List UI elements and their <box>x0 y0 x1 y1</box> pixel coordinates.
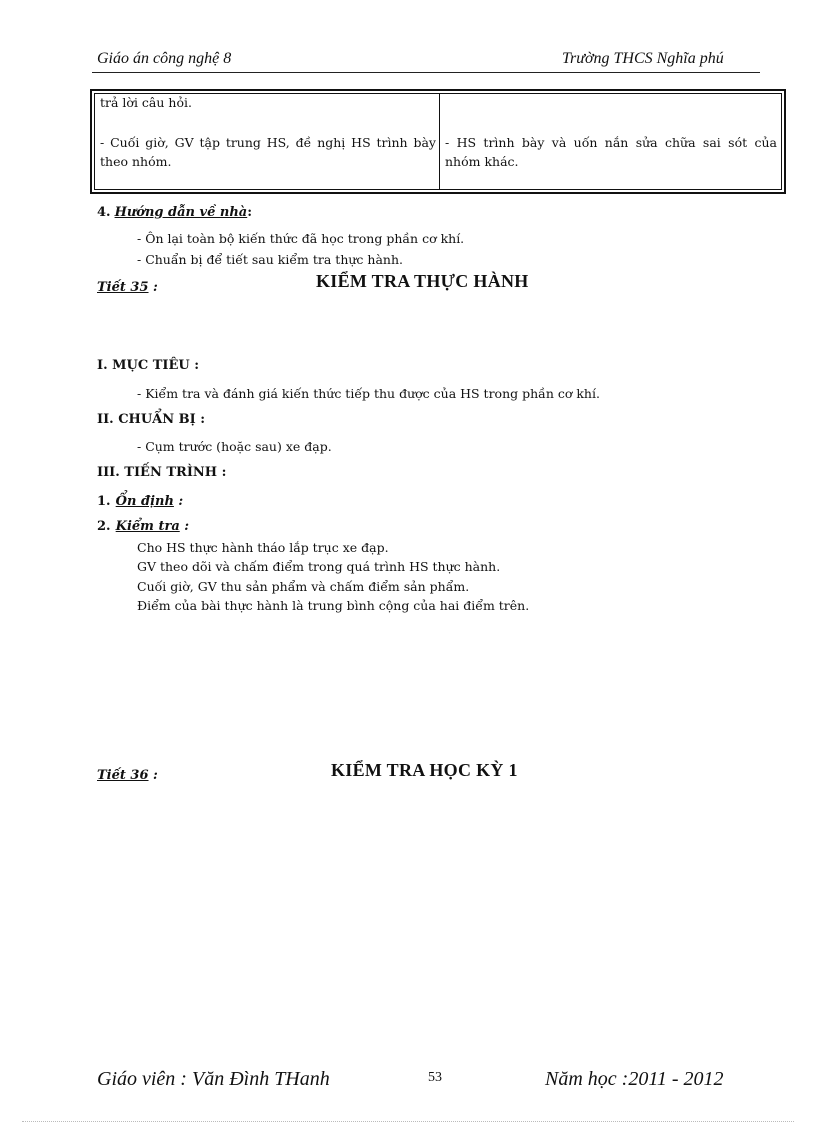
table-cell-left-bottom: - Cuối giờ, GV tập trung HS, đề nghị HS trình bày theo nhóm. <box>100 135 436 169</box>
objectives-item: - Kiểm tra và đánh giá kiến thức tiếp thu được của HS trong phần cơ khí. <box>137 386 600 401</box>
lesson-35-colon: : <box>148 280 158 295</box>
lesson-36-number: Tiết 36 <box>97 768 149 783</box>
header-divider <box>92 72 760 73</box>
procedure-heading: III. TIẾN TRÌNH : <box>97 465 227 480</box>
preparation-item: - Cụm trước (hoặc sau) xe đạp. <box>137 439 332 454</box>
lesson-36-label <box>97 764 158 783</box>
procedure-line: Điểm của bài thực hành là trung bình cộng của hai điểm trên. <box>137 598 530 613</box>
table-column-divider <box>439 94 440 189</box>
footer-school-year: Năm học :2011 - 2012 <box>545 1068 724 1090</box>
page-bottom-rule <box>22 1121 794 1122</box>
lesson-36-colon: : <box>148 768 158 783</box>
footer-teacher: Giáo viên : Văn Đình THanh <box>97 1068 330 1090</box>
homework-title: Hướng dẫn về nhà <box>114 205 248 220</box>
homework-heading <box>97 203 252 222</box>
procedure-step-2 <box>97 515 189 534</box>
homework-item: - Ôn lại toàn bộ kiến thức đã học trong phần cơ khí. <box>137 231 465 246</box>
lesson-35-title: KIỂM TRA THỰC HÀNH <box>316 271 529 291</box>
procedure-step-1 <box>97 490 183 509</box>
procedure-line: Cho HS thực hành tháo lắp trục xe đạp. <box>137 540 389 555</box>
procedure-line: GV theo dõi và chấm điểm trong quá trình HS thực hành. <box>137 559 501 574</box>
procedure-line: Cuối giờ, GV thu sản phẩm và chấm điểm sản phẩm. <box>137 579 470 594</box>
header-school: Trường THCS Nghĩa phú <box>562 50 724 67</box>
preparation-heading: II. CHUẨN BỊ : <box>97 412 206 427</box>
activity-table-frame <box>94 93 782 190</box>
page-number: 53 <box>428 1070 442 1085</box>
homework-item: - Chuẩn bị để tiết sau kiểm tra thực hành. <box>137 252 403 267</box>
table-cell-right-bottom: - HS trình bày và uốn nắn sửa chữa sai sót của nhóm khác. <box>445 135 777 169</box>
step-2-number: 2. <box>97 519 111 534</box>
lesson-36-title: KIỂM TRA HỌC KỲ 1 <box>331 760 518 780</box>
step-2-title: Kiểm tra <box>115 519 180 534</box>
objectives-heading: I. MỤC TIÊU : <box>97 358 200 373</box>
homework-colon: : <box>247 205 253 220</box>
table-cell-left-top: trả lời câu hỏi. <box>100 95 192 110</box>
step-2-colon: : <box>179 519 190 534</box>
lesson-35-label <box>97 276 158 295</box>
step-1-colon: : <box>173 494 184 509</box>
activity-table <box>90 89 786 194</box>
step-1-number: 1. <box>97 494 111 509</box>
homework-number: 4. <box>97 205 111 220</box>
lesson-35-number: Tiết 35 <box>97 280 149 295</box>
step-1-title: Ổn định <box>115 494 174 509</box>
header-subject: Giáo án công nghệ 8 <box>97 50 232 67</box>
